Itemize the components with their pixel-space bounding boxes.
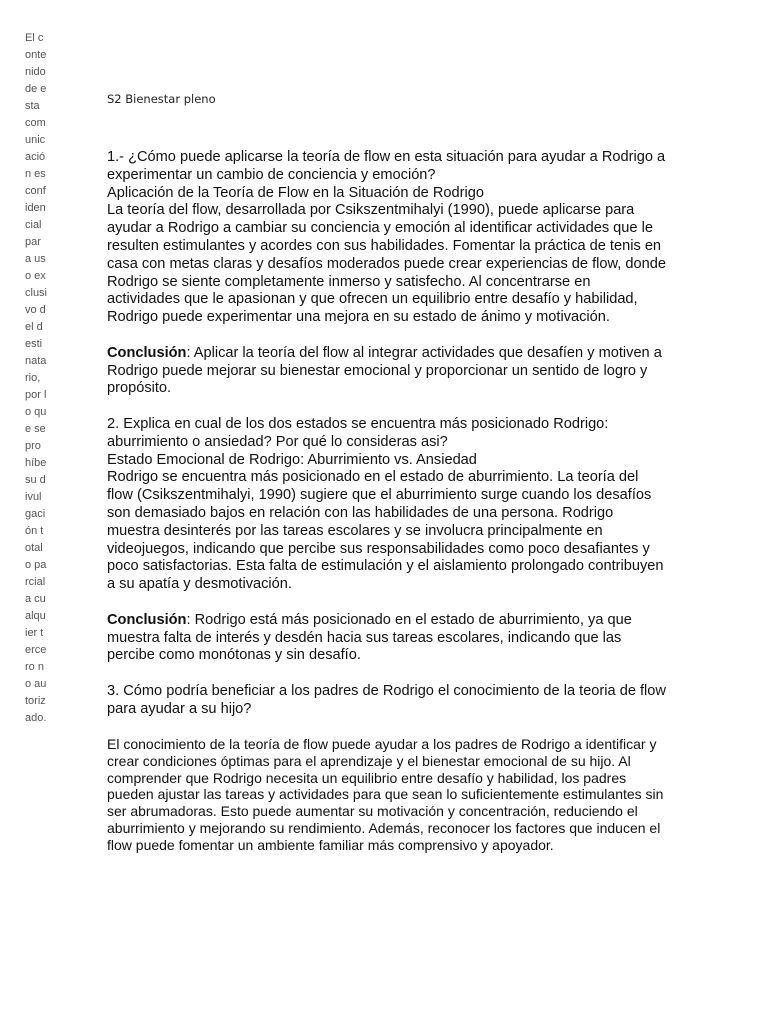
section-2-paragraph: Rodrigo se encuentra más posicionado en el estado de aburrimiento. La teoría del flow (Csikszentmihalyi, 1990) sugiere que el aburrimiento surge cuando los desafíos son demasiado bajos en relación con las habilidades de una persona. Rodrigo muestra desinterés por las tareas escolares y se involucra principalmente en videojuegos, indicando que percibe sus responsabilidades como poco desafiantes y poco satisfactorias. Esta falta de estimulación y el aislamiento prolongado contribuyen a su apatía y desmotivación. bbox=[107, 469, 664, 593]
section-3-paragraph: El conocimiento de la teoría de flow puede ayudar a los padres de Rodrigo a identificar y crear condiciones óptimas para el aprendizaje y el bienestar emocional de su hijo. Al comprender que Rodrigo necesita un equilibrio entre desafío y habilidad, los padres pueden ajustar las tareas y actividades para que sean lo suficientemente estimulantes sin ser abrumadoras. Esto puede aumentar su motivación y concentración, reduciendo el aburrimiento y mejorando su rendimiento. Además, reconocer los factores que inducen el flow puede fomentar un ambiente familiar más comprensivo y apoyador. bbox=[107, 736, 664, 853]
question-2: 2. Explica en cual de los dos estados se encuentra más posicionado Rodrigo: aburrimiento o ansiedad? Por qué lo consideras asi? bbox=[107, 415, 609, 450]
question-1: 1.- ¿Cómo puede aplicarse la teoría de flow en esta situación para ayudar a Rodrigo a experimentar un cambio de conciencia y emoción? bbox=[107, 149, 666, 183]
conclusion-text: : Rodrigo está más posicionado en el estado de aburrimiento, ya que muestra falta de interés y desdén hacia sus tareas escolares, indicando que las percibe como monótonas y sin desafío. bbox=[107, 611, 632, 664]
document-body bbox=[107, 149, 667, 853]
conclusion-text: : Aplicar la teoría del flow al integrar actividades que desafíen y motiven a Rodrigo puede mejorar su bienestar emocional y proporcionar un sentido de logro y propósito. bbox=[107, 344, 662, 397]
section-2-subtitle: Estado Emocional de Rodrigo: Aburrimiento vs. Ansiedad bbox=[107, 451, 477, 468]
conclusion-label: Conclusión bbox=[107, 611, 187, 628]
question-3: 3. Cómo podría beneficiar a los padres de Rodrigo el conocimiento de la teoria de flow para ayudar a su hijo? bbox=[107, 682, 666, 717]
section-1-subtitle: Aplicación de la Teoría de Flow en la Situación de Rodrigo bbox=[107, 184, 484, 201]
conclusion-label: Conclusión bbox=[107, 344, 187, 361]
confidentiality-notice: El contenido de esta comunicación es confidencial para uso exclusivo del destinatario, por lo que se prohíbe su divulgación total o parcial a cualquier tercero no autorizado. bbox=[25, 32, 48, 724]
section-2-conclusion bbox=[107, 612, 667, 665]
section-1-conclusion bbox=[107, 345, 667, 398]
document-header: S2 Bienestar pleno bbox=[107, 92, 216, 106]
section-1-paragraph: La teoría del flow, desarrollada por Csikszentmihalyi (1990), puede aplicarse para ayudar a Rodrigo a cambiar su conciencia y emoción al identificar actividades que le resulten estimulantes y acordes con sus habilidades. Fomentar la práctica de tenis en casa con metas claras y desafíos moderados puede crear experiencias de flow, donde Rodrigo se siente completamente inmerso y satisfecho. Al concentrarse en actividades que le apasionan y que ofrecen un equilibrio entre desafío y habilidad, Rodrigo puede experimentar una mejora en su estado de ánimo y motivación. bbox=[107, 202, 666, 326]
